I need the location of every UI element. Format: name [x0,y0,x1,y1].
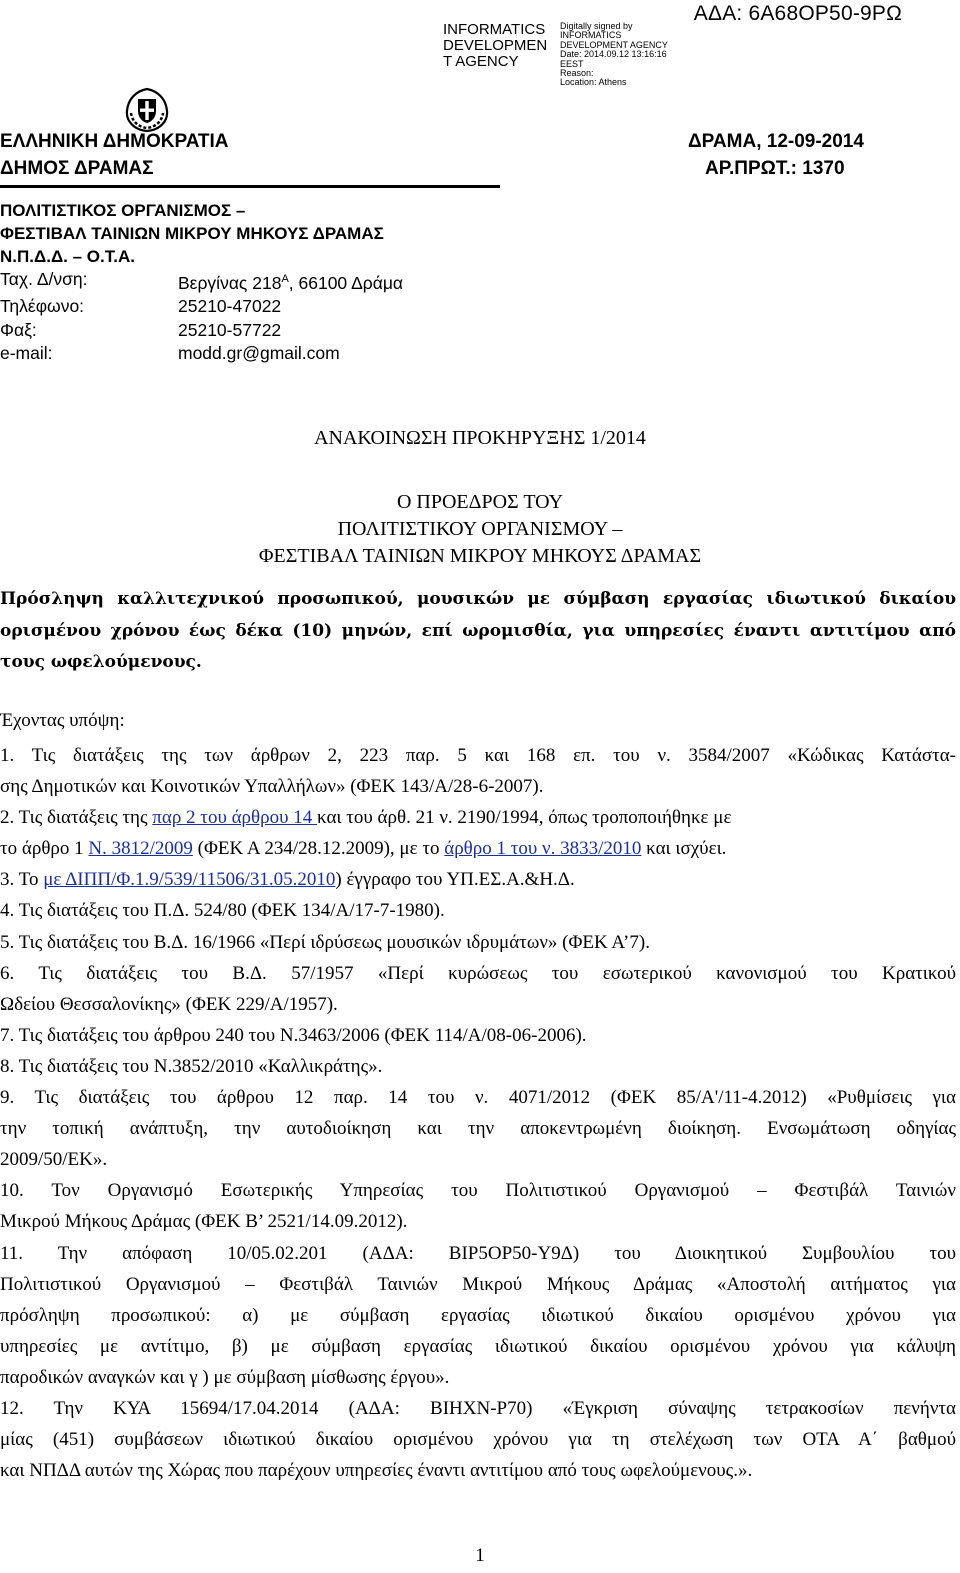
contact-row-phone [0,295,403,319]
list-item-line: το άρθρο 1 Ν. 3812/2009 (ΦΕΚ Α 234/28.12.2009), με το άρθρο 1 του ν. 3833/2010 και ισχύει. [0,838,727,860]
municipality-heading: ΔΗΜΟΣ ΔΡΑΜΑΣ [0,158,154,179]
list-item-line: 7. Τις διατάξεις του άρθρου 240 του Ν.3463/2006 (ΦΕΚ 114/Α/08-06-2006). [0,1024,587,1046]
list-item-line: 3. Το με ΔΙΠΠ/Φ.1.9/539/11506/31.05.2010) έγγραφο του ΥΠ.ΕΣ.Α.&Η.Δ. [0,869,575,891]
list-item-line: και ΝΠΔΔ αυτών της Χώρας που παρέχουν υπηρεσίες έναντι αντιτίμου από τους ωφελούμενους.». [0,1460,753,1482]
contact-label: Φαξ: [0,319,37,340]
ada-code: ΑΔΑ: 6Α68ΟΡ50-9ΡΩ [693,2,902,25]
subject-paragraph [0,584,956,679]
document-date: ΔΡΑΜΑ, 12-09-2014 [688,131,864,152]
contact-value: 25210-57722 [178,319,282,340]
list-item-line: 11. Την απόφαση 10/05.02.201 (ΑΔΑ: ΒΙΡ5ΟΡ50-Υ9Δ) του Διοικητικού Συμβουλίου του [0,1242,956,1264]
contact-value-email: modd.gr@gmail.com [178,343,340,364]
list-item-line: την τοπική ανάπτυξη, την αυτοδιοίκηση και την αποκεντρωμένη διοίκηση. Ενσωμάτωση οδηγίας [0,1118,956,1140]
contact-row-fax [0,319,403,343]
page-number: 1 [475,1545,485,1566]
law-link[interactable]: Ν. 3812/2009 [88,838,193,860]
contact-label: Ταχ. Δ/νση: [0,269,88,289]
signature-detail-line: DEVELOPMENT AGENCY [560,39,668,50]
legal-references-list [0,740,956,1486]
signature-details [560,22,700,88]
list-item-line: 12. Την ΚΥΑ 15694/17.04.2014 (ΑΔΑ: ΒΙΗΧΝ-Ρ70) «Έγκριση σύναψης τετρακοσίων πενήντα [0,1397,956,1419]
contact-label: Τηλέφωνο: [0,296,85,317]
signature-detail-line: INFORMATICS [560,30,622,41]
signature-detail-line: Date: 2014.09.12 13:16:16 [560,49,667,60]
document-title: ΑΝΑΚΟΙΝΩΣΗ ΠΡΟΚΗΡΥΞΗΣ 1/2014 [314,427,646,449]
president-heading [0,489,960,570]
subject-line: Πρόσληψη καλλιτεχνικού προσωπικού, μουσικών με σύμβαση εργασίας ιδιωτικού δικαίου [0,589,956,609]
list-item-line: σης Δημοτικών και Κοινοτικών Υπαλλήλων» (ΦΕΚ 143/Α/28-6-2007). [0,776,544,798]
signature-name-line: INFORMATICS [443,21,546,38]
contact-value: Βεργίνας $218^A$, 66100 Δράμα [178,272,404,293]
list-item-line: 9. Τις διατάξεις του άρθρου 12 παρ. 14 του ν. 4071/2012 (ΦΕΚ 85/Α'/11-4.2012) «Ρυθμίσεις για [0,1087,956,1109]
signature-detail-line: EEST [560,58,584,69]
list-item-line: μίας (451) συμβάσεων ιδιωτικού δικαίου ορισμένου χρόνου για τη στελέχωση των ΟΤΑ Α΄ βαθμού [0,1429,956,1451]
list-item-line: πρόσληψη προσωπικού: α) με σύμβαση εργασίας ιδιωτικού δικαίου ορισμένου χρόνου για [0,1304,956,1326]
signature-name-line: T AGENCY [443,53,519,70]
organization-line: Ν.Π.Δ.Δ. – Ο.Τ.Α. [0,247,135,266]
list-item-line: υπηρεσίες με αντίτιμο, β) με σύμβαση εργασίας ιδιωτικού δικαίου ορισμένου χρόνου για κάλυψη [0,1335,956,1357]
signature-detail-line: Digitally signed by [560,21,633,31]
signature-name [443,22,558,70]
subject-line: τους ωφελούμενους. [0,652,202,672]
list-item-line: Ωδείου Θεσσαλονίκης» (ΦΕΚ 229/Α/1957). [0,993,338,1015]
contact-row-email [0,342,403,366]
list-item-line: 4. Τις διατάξεις του Π.Δ. 524/80 (ΦΕΚ 134/Α/17-7-1980). [0,900,445,922]
list-item-line: 1. Τις διατάξεις της των άρθρων 2, 223 παρ. 5 και 168 επ. του ν. 3584/2007 «Κώδικας Κατάστα- [0,745,956,766]
contact-row-address [0,268,403,295]
protocol-number: ΑΡ.ΠΡΩΤ.: 1370 [705,158,845,179]
law-link[interactable]: παρ 2 του άρθρου 14 [152,807,318,829]
list-item-line: 8. Τις διατάξεις του Ν.3852/2010 «Καλλικράτης». [0,1055,383,1077]
list-item-line: 2. Τις διατάξεις της παρ 2 του άρθρου 14 και του άρθ. 21 ν. 2190/1994, όπως τροποποιήθηκε με [0,807,732,829]
signature-detail-line: Location: Athens [560,77,627,88]
contact-block [0,268,403,366]
list-item-line: 5. Τις διατάξεις του Β.Δ. 16/1966 «Περί ιδρύσεως μουσικών ιδρυμάτων» (ΦΕΚ Α’7). [0,931,650,953]
organization-line: ΦΕΣΤΙΒΑΛ ΤΑΙΝΙΩΝ ΜΙΚΡΟΥ ΜΗΚΟΥΣ ΔΡΑΜΑΣ [0,224,384,243]
signature-name-line: DEVELOPMEN [443,37,548,54]
contact-label: e-mail: [0,343,53,364]
president-line: ΠΟΛΙΤΙΣΤΙΚΟΥ ΟΡΓΑΝΙΣΜΟΥ – [337,518,623,540]
president-line: ΦΕΣΤΙΒΑΛ ΤΑΙΝΙΩΝ ΜΙΚΡΟΥ ΜΗΚΟΥΣ ΔΡΑΜΑΣ [258,545,702,567]
header-divider [0,185,500,188]
list-item-line: παροδικών αναγκών και γ ) με σύμβαση μίσθωσης έργου». [0,1366,450,1388]
list-item-line: Πολιτιστικού Οργανισμού – Φεστιβάλ Ταινιών Μικρού Μήκους Δράμας «Αποστολή αιτήματος για [0,1273,956,1295]
list-item-line: 10. Τον Οργανισμό Εσωτερικής Υπηρεσίας του Πολιτιστικού Οργανισμού – Φεστιβάλ Ταινιών [0,1180,956,1202]
list-item-line: 6. Τις διατάξεις του Β.Δ. 57/1957 «Περί κυρώσεως του εσωτερικού κανονισμού του Κρατικού [0,962,956,984]
signature-detail-line: Reason: [560,68,594,79]
list-item-line: 2009/50/ΕΚ». [0,1149,108,1171]
greek-emblem-icon [122,87,172,133]
republic-heading: ΕΛΛΗΝΙΚΗ ΔΗΜΟΚΡΑΤΙΑ [0,131,229,152]
considering-heading: Έχοντας υπόψη: [0,710,125,731]
list-item-line: Μικρού Μήκους Δράμας (ΦΕΚ Β’ 2521/14.09.2012). [0,1211,408,1233]
president-line: Ο ΠΡΟΕΔΡΟΣ ΤΟΥ [396,491,564,513]
organization-block [0,199,384,268]
document-link[interactable]: με ΔΙΠΠ/Φ.1.9/539/11506/31.05.2010 [43,869,336,891]
law-link[interactable]: άρθρο 1 του ν. 3833/2010 [444,838,642,860]
contact-value: 25210-47022 [178,296,282,317]
subject-line: ορισμένου χρόνου έως δέκα (10) μηνών, επί ωρομισθία, για υπηρεσίες έναντι αντιτίμου από [0,620,956,641]
organization-line: ΠΟΛΙΤΙΣΤΙΚΟΣ ΟΡΓΑΝΙΣΜΟΣ – [0,201,246,220]
